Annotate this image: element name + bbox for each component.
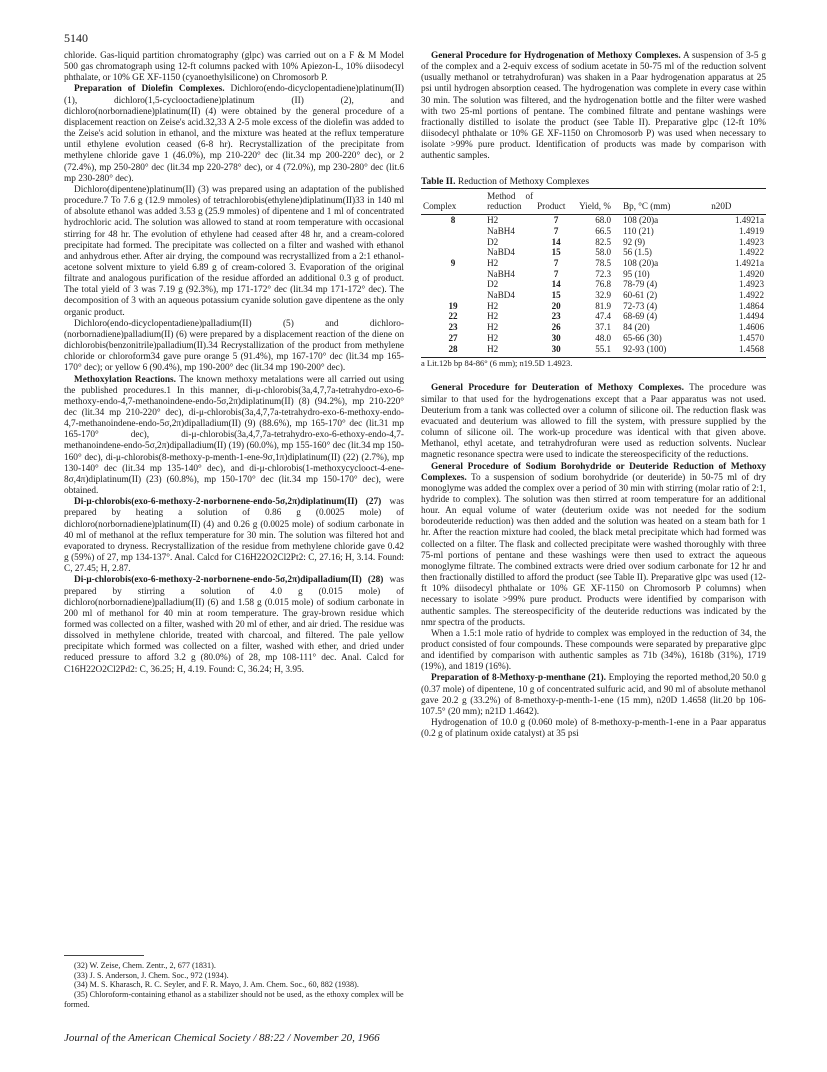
paragraph: Di-μ-chlorobis(exo-6-methoxy-2-norbornene-endo-5σ,2π)diplatinum(II) (27) was prepared by heating a solution of 0.86 g (0.0025 mole) of dichloro(norbornadiene)platinum(II) (4) and 0.26 g (0.0025 mole) of sodium carbonate in 40 ml of methanol at the reflux temperature for 30 min. The solution was filtered hot and evaporated to dryness. Recrystallization of the residue from methylene chloride gave 0.42 g (59%) of 27, mp 134-137°. Anal. Calcd for C16H22O2Cl2Pt2: C, 27.16; H, 3.14. Found: C, 27.45; H, 2.87.: [64, 497, 405, 575]
table-cell: 23: [551, 311, 561, 322]
table-header: Method of reduction: [485, 188, 535, 214]
paragraph: Dichloro(endo-dicyclopentadiene)palladium(II) (5) and dichloro-(norbornadiene)palladium(II) (6) were prepared by a displacement reaction of the diene on dichlorobis(benzonitrile)palladium(II).34 Recrystallization of the product from methylene chloride or chloroform34 gave pure orange 5 (91.4%), mp 167-170° dec (lit.34 mp 165-170° dec); or yellow 6 (90.4%), mp 190-200° dec (lit.34 mp 190-200° dec).: [64, 318, 404, 374]
table-cell: 1.4921a: [734, 215, 764, 226]
paragraph: General Procedure for Deuteration of Methoxy Complexes. The procedure was similar to that used for the hydrogenations except that a Paar apparatus was not used. Deuterium from a tank was collected over a column of silicone oil. The reduction flask was evacuated and deuterium was allowed to fill the system, with pressure supplied by the column of silicone oil. The work-up procedure was identical with that given above. Methanol, ethyl acetate, and tetrahydrofuran were used as reduction solvents. Nuclear magnetic resonance spectra were used to indicate the stereospecificity of the reductions.: [421, 383, 766, 461]
table-cell: 1.4606: [738, 322, 764, 333]
table-cell: H2: [487, 332, 499, 343]
table-cell: NaBD4: [487, 290, 515, 301]
table-cell: 1.4922: [738, 290, 764, 301]
table-cell: 95 (10): [623, 268, 650, 279]
table-cell: 1.4922: [738, 247, 764, 258]
table-header: Bp, °C (mm): [621, 188, 709, 214]
paragraph: When a 1.5:1 mole ratio of hydride to complex was employed in the reduction of 34, the product consisted of four compounds. These compounds were separated by preparative glpc and identified by comparison with authentic samples as 71b (34%), 1618b (31%), 1719 (19%), and 1819 (16%).: [421, 628, 766, 673]
table-cell: 55.1: [577, 344, 621, 358]
table-cell: 7: [553, 257, 559, 268]
table-cell: 26: [551, 322, 561, 333]
table-cell: 32.9: [595, 290, 612, 301]
paragraph: chloride. Gas-liquid partition chromatography (glpc) was carried out on a F & M Model 500 gas chromatograph using 12-ft columns packed with 10% Apiezon-L, 10% diisodecyl phthalate, or 10% GE XF-1150 (cyanoethylsilicone) on Chromosorb P.: [64, 51, 404, 84]
table-row: [421, 215, 766, 226]
footnote: (35) Chloroform-containing ethanol as a stabilizer should not be used, as the ethoxy complex will be formed.: [64, 990, 404, 1009]
table-cell: 27: [448, 332, 458, 343]
table-cell: H2: [487, 311, 499, 322]
table-cell: NaBH4: [487, 225, 515, 236]
table-cell: [421, 269, 485, 280]
footnote-rule: [64, 955, 144, 956]
table-cell: 20: [551, 300, 561, 311]
paragraph: Dichloro(dipentene)platinum(II) (3) was prepared using an adaptation of the published procedure.7 To 7.6 g (12.9 mmoles) of tetrachlorobis(ethylene)diplatinum(II)33 in 140 ml of absolute ethanol was added 3.53 g (25.9 mmoles) of dipentene and 1 ml of concentrated hydrochloric acid. The solution was allowed to stand at room temperature with occasional stirring for 48 hr. The evolution of ethylene had ceased after 48 hr, and a cream-colored precipitate had formed. The precipitate was collected on a filter and washed with ethanol and anhydrous ether. After air drying, the compound was recrystallized from a 2:1 ethanol-acetone solvent mixture to yield 6.89 g of cream-colored 3. Evaporation of the original filtrate and analogous purification of the residue afforded an additional 0.3 g of product. The total yield of 3 was 7.19 g (92.3%), mp 171-172° dec (lit.34 mp 171-172° dec). The decomposition of 3 with an aqueous potassium cyanide solution gave dipentene as the only organic product.: [64, 184, 404, 318]
table-row: [421, 333, 766, 344]
table-cell: 82.5: [595, 236, 612, 247]
table-cell: 1.4494: [738, 311, 764, 322]
table-cell: [421, 226, 485, 237]
table-cell: 7: [553, 268, 559, 279]
table-cell: 76.8: [595, 279, 612, 290]
table-row: [421, 279, 766, 290]
table-cell: 7: [553, 225, 559, 236]
table-cell: [421, 237, 485, 248]
table-caption: Table II. Reduction of Methoxy Complexes: [421, 176, 590, 187]
table-cell: 15: [551, 290, 561, 301]
table-row: [421, 311, 766, 322]
table-cell: 108 (20)a: [623, 257, 659, 268]
table-cell: 1.4920: [738, 268, 764, 279]
table-cell: 19: [448, 300, 458, 311]
table-cell: H2: [485, 344, 535, 358]
table-cell: 1.4923: [738, 279, 764, 290]
table-cell: 72.3: [595, 268, 612, 279]
right-column: [421, 51, 766, 740]
table-cell: [421, 279, 485, 290]
reduction-table: [421, 188, 766, 359]
table-cell: 30: [551, 332, 561, 343]
table-cell: 65-66 (30): [623, 332, 662, 343]
table-cell: 9: [450, 257, 456, 268]
paragraph: General Procedure for Hydrogenation of Methoxy Complexes. A suspension of 3-5 g of the complex and a 2-equiv excess of sodium acetate in 50-75 ml of the reduction solvent (usually methanol or tetrahydrofuran) was shaken in a Paar hydrogenation apparatus at 25 psi until hydrogen absorption ceased. The hydrogenation was complete in every case within 30 min. The solution was filtered, and the hydrogenation bottle and the filter were washed with two 25-ml portions of pentane. The combined filtrate and pentane washings were fractionally distilled to isolate the product (see Table II). Preparative glpc (12-ft 10% diisodecyl phthalate or 10% GE XF-1150 on Chromosorb P) was used when necessary to isolate >99% pure product. Identification of products was made by comparison with authentic samples.: [421, 51, 766, 162]
table-cell: 1.4921a: [734, 257, 764, 268]
table-cell: NaBH4: [487, 268, 515, 279]
paragraph: Methoxylation Reactions. The known methoxy metalations were all carried out using the published procedures.1 In this manner, di-μ-chlorobis(3a,4,7,7a-tetrahydro-exo-6-methoxy-endo-4,7-methanoindene-endo-5σ,2π)diplatinum(II) (8) (94.2%), mp 210-220° dec (lit.34 mp 210-220° dec), di-μ-chlorobis(3a,4,7,7a-tetrahydro-exo-6-methoxy-endo-4,7-methanoindene-endo-5σ,2π)dipalladium(II) (9) (88.6%), mp 165-170° dec (lit.31 mp 165-170° dec), di-μ-chlorobis(3a,4,7,7a-tetrahydro-exo-6-ethoxy-endo-4,7-methanoindene-endo-5σ,2π)dipalladium(II) (19) (60.0%), mp 155-160° dec (lit.34 mp 150-160° dec), di-μ-chlorobis(8-methoxy-p-menth-1-ene-9σ,1π)diplatinum(II) (22) (2.7%), mp 130-140° dec (lit.34 mp 135-140° dec), and di-μ-chlorobis(1-methoxycyclooct-4-ene-8σ,4π)diplatinum(II) (23) (60.8%), mp 150-170° dec (lit.34 mp 150-170° dec), were obtained.: [64, 374, 405, 497]
table-cell: 1.4568: [709, 344, 766, 358]
table-header: Complex: [421, 188, 485, 214]
table-cell: 84 (20): [623, 322, 650, 333]
table-cell: 8: [450, 215, 456, 226]
table-row: [421, 237, 766, 248]
paragraph: Di-μ-chlorobis(exo-6-methoxy-2-norbornene-endo-5σ,2π)dipalladium(II) (28) was prepared by stirring a solution of 4.0 g (0.015 mole) of dichloro(norbornadiene)palladium(II) (6) and 1.58 g (0.015 mole) of sodium carbonate in 200 ml of methanol for 40 min at room temperature. The gray-brown residue which formed was collected on a filter, washed with 20 ml of ether, and air dried. The residue was dissolved in methylene chloride, treated with charcoal, and filtered. The pale yellow precipitate which formed was collected on a filter, washed with ether, and dried under reduced pressure to afford 3.2 g (80.0%) of 28, mp 108-111° dec. Anal. Calcd for C16H22O2Cl2Pd2: C, 36.25; H, 4.19. Found: C, 36.24; H, 3.95.: [64, 575, 404, 675]
table-cell: H2: [487, 322, 499, 333]
table-cell: 78.5: [595, 257, 612, 268]
table-cell: [421, 247, 485, 258]
journal-footer: Journal of the American Chemical Society / 88:22 / November 20, 1966: [64, 1032, 380, 1044]
table-row: [421, 301, 766, 312]
table-cell: H2: [487, 300, 499, 311]
table-cell: 1.4570: [738, 332, 764, 343]
table-cell: 28: [421, 344, 485, 358]
table-cell: 60-61 (2): [623, 290, 658, 301]
table-cell: 78-79 (4): [623, 279, 658, 290]
table-cell: D2: [487, 236, 499, 247]
table-row: [421, 247, 766, 258]
paragraph: General Procedure of Sodium Borohydride or Deuteride Reduction of Methoxy Complexes. To a suspension of sodium borohydride (or deuteride) in 50-75 ml of dry monoglyme was added the complex over a period of 30 min with stirring (molar ratio of 2:1, hydride to complex). The solution was then stirred at room temperature for an additional hour. An equal volume of water (deuterium oxide was not needed for the sodium borodeuteride reduction) was then added and the solution was heated on a steam bath for 1 hr. After the reaction mixture had cooled, the black metal precipitate which had formed was collected on a filter. The flask and collected precipitate were washed thoroughly with three 75-ml portions of pentane and these washings were then used to extract the aqueous monoglyme filtrate. The combined extracts were dried over sodium carbonate for 12 hr and then fractionally distilled to afford the product (see Table II). Preparative glpc was used (12-ft 10% diisodecyl phthalate or 10% GE XF-1150 on Chromosorb P columns) when necessary to isolate >99% pure product. Products were identified by comparison with authentic samples. The stereospecificity of the deuteride reductions was indicated by the nmr spectra of the products.: [421, 461, 767, 628]
footnote: (34) M. S. Kharasch, R. C. Seyler, and F. R. Mayo, J. Am. Chem. Soc., 60, 882 (1938).: [74, 980, 359, 990]
table-cell: 23: [448, 322, 458, 333]
paragraph: Preparation of Diolefin Complexes. Dichloro(endo-dicyclopentadiene)platinum(II) (1), dichloro(1,5-cyclooctadiene)platinum (II) (2), and dichloro(norbornadiene)platinum(II) (4) were obtained by the general procedure of a displacement reaction on Zeise's acid.32,33 A 2-5 mole excess of the diolefin was added to the Zeise's acid solution in ethanol, and the mixture was heated at the reflux temperature until ethylene evolution ceased (6-8 hr). Recrystallization of the precipitate from methylene chloride gave 1 (46.0%), mp 210-220° dec (lit.34 mp 200-220° dec), or 2 (72.4%), mp 250-280° dec (lit.34 mp 220-278° dec), or 4 (72.0%), mp 230-280° dec (lit.6 mp 230-280° dec).: [64, 84, 405, 184]
page-number: 5140: [64, 31, 88, 45]
table-row: [421, 269, 766, 280]
table-cell: 48.0: [595, 332, 612, 343]
table-cell: 92 (9): [623, 236, 646, 247]
table-cell: 92-93 (100): [621, 344, 709, 358]
paragraph: Preparation of 8-Methoxy-p-menthane (21). Employing the reported method,20 50.0 g (0.37 mole) of dipentene, 10 g of concentrated sulfuric acid, and 90 ml of absolute methanol gave 20.2 g (33.2%) of 8-methoxy-p-menth-1-ene (15 mm), n20D 1.4658 (lit.20 bp 106-107.5° (20 mm); n21D 1.4642).: [421, 673, 767, 717]
footnotes: [64, 955, 404, 1010]
table-cell: 1.4923: [738, 236, 764, 247]
table-cell: 58.0: [595, 247, 612, 258]
footnote: (32) W. Zeise, Chem. Zentr., 2, 677 (1831).: [74, 961, 216, 970]
table-cell: 81.9: [595, 300, 612, 311]
table-cell: 68.0: [595, 215, 612, 226]
left-column: [64, 51, 404, 676]
table-cell: 1.4919: [738, 225, 764, 236]
table-cell: 14: [551, 236, 561, 247]
table-cell: [421, 290, 485, 301]
table-row: [421, 290, 766, 301]
table-cell: 1.4864: [738, 300, 764, 311]
table-cell: D2: [487, 279, 499, 290]
table-row: [421, 258, 766, 269]
table-cell: 56 (1.5): [623, 247, 652, 258]
table-row: [421, 322, 766, 333]
table-cell: 68-69 (4): [623, 311, 658, 322]
table-cell: 47.4: [595, 311, 612, 322]
table-cell: 15: [551, 247, 561, 258]
table-cell: H2: [487, 257, 499, 268]
table-header: n20D: [709, 188, 766, 214]
table-header: Yield, %: [577, 188, 621, 214]
table-footnote: a Lit.12b bp 84-86° (6 mm); n19.5D 1.4923.: [421, 358, 573, 369]
table-cell: 110 (21): [623, 225, 654, 236]
table-cell: 37.1: [595, 322, 612, 333]
table-cell: NaBD4: [487, 247, 515, 258]
table-cell: 66.5: [595, 225, 612, 236]
table-cell: 14: [551, 279, 561, 290]
footnote: (33) J. S. Anderson, J. Chem. Soc., 972 (1934).: [74, 970, 229, 980]
table-header: Product: [535, 188, 577, 214]
table-cell: 30: [535, 344, 577, 358]
table-cell: H2: [487, 215, 499, 226]
table-cell: 7: [553, 215, 559, 226]
table-cell: 72-73 (4): [623, 300, 658, 311]
paragraph: Hydrogenation of 10.0 g (0.060 mole) of 8-methoxy-p-menth-1-ene in a Paar apparatus (0.2 g of platinum oxide catalyst) at 35 psi: [421, 718, 766, 740]
table-row: [421, 226, 766, 237]
table-row: [421, 344, 766, 358]
table-cell: 108 (20)a: [623, 215, 659, 226]
table-cell: 22: [448, 311, 458, 322]
